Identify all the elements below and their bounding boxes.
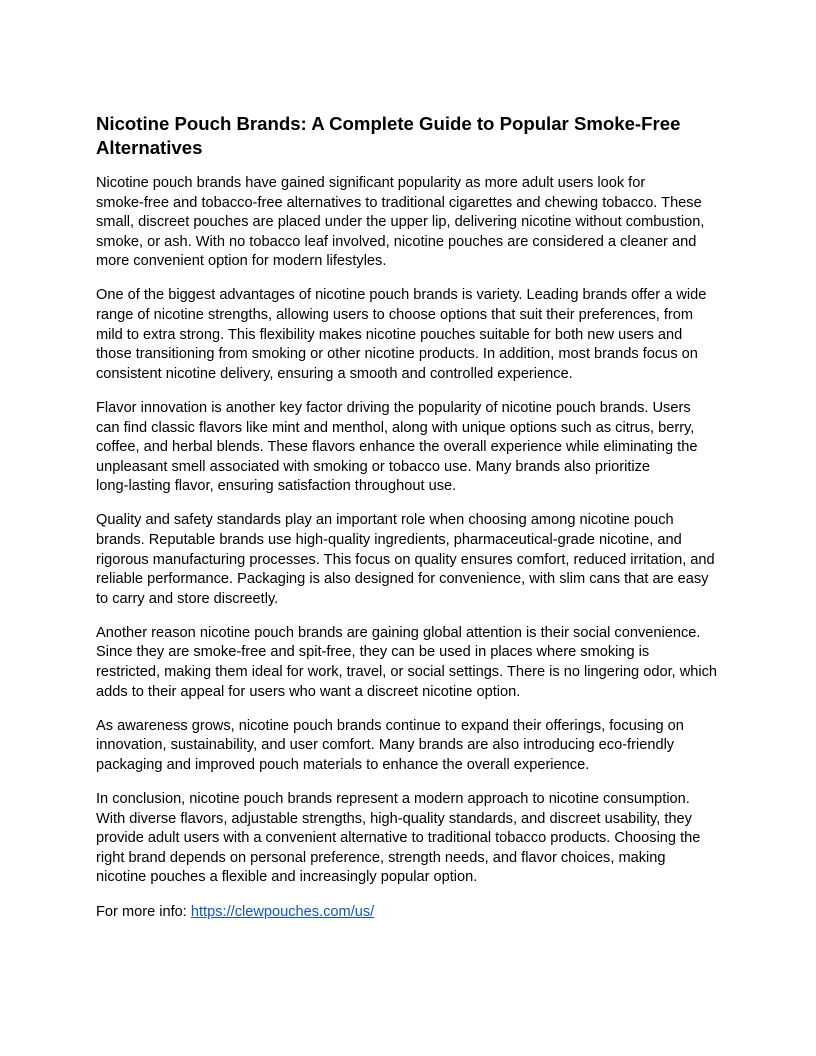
- paragraph-line: One of the biggest advantages of nicotine pouch brands is variety. Leading brands offer a wide: [96, 287, 707, 304]
- title-line: Alternatives: [96, 137, 203, 158]
- paragraph: [96, 790, 736, 888]
- paragraph-line: coffee, and herbal blends. These flavors enhance the overall experience while eliminating the: [96, 439, 698, 456]
- paragraph-line: smoke-free and tobacco-free alternatives to traditional cigarettes and chewing tobacco. These: [96, 194, 702, 211]
- paragraph-line: packaging and improved pouch materials to enhance the overall experience.: [96, 756, 590, 773]
- document-title: [96, 112, 736, 160]
- document-page: [96, 112, 736, 922]
- paragraph-line: to carry and store discreetly.: [96, 590, 279, 607]
- paragraph-line: nicotine pouches a flexible and increasingly popular option.: [96, 869, 478, 886]
- more-info-link[interactable]: https://clewpouches.com/us/: [190, 903, 375, 920]
- paragraph-line: Since they are smoke-free and spit-free, they can be used in places where smoking is: [96, 644, 650, 661]
- paragraph-line: long-lasting flavor, ensuring satisfaction throughout use.: [96, 478, 457, 495]
- paragraph-line: innovation, sustainability, and user comfort. Many brands are also introducing eco-friendly: [96, 737, 675, 754]
- paragraph-line: right brand depends on personal preference, strength needs, and flavor choices, making: [96, 849, 666, 866]
- paragraph-line: Another reason nicotine pouch brands are gaining global attention is their social convenience.: [96, 624, 701, 641]
- title-line: Nicotine Pouch Brands: A Complete Guide to Popular Smoke-Free: [96, 113, 681, 134]
- document-body: [96, 174, 736, 888]
- paragraph-line: can find classic flavors like mint and menthol, along with unique options such as citrus, berry,: [96, 419, 695, 436]
- paragraph-line: reliable performance. Packaging is also designed for convenience, with slim cans that are easy: [96, 571, 709, 588]
- paragraph: [96, 399, 736, 497]
- paragraph-line: In conclusion, nicotine pouch brands represent a modern approach to nicotine consumption.: [96, 791, 690, 808]
- paragraph-line: range of nicotine strengths, allowing users to choose options that suit their preferences, from: [96, 307, 694, 324]
- paragraph: [96, 717, 736, 776]
- paragraph: [96, 624, 736, 702]
- paragraph-line: As awareness grows, nicotine pouch brands continue to expand their offerings, focusing on: [96, 717, 684, 734]
- more-info-label: For more info:: [96, 903, 191, 920]
- paragraph-line: those transitioning from smoking or other nicotine products. In addition, most brands focus on: [96, 346, 698, 363]
- paragraph: [96, 511, 736, 609]
- paragraph-line: provide adult users with a convenient alternative to traditional tobacco products. Choosing the: [96, 830, 701, 847]
- paragraph-line: more convenient option for modern lifestyles.: [96, 253, 387, 270]
- paragraph-line: restricted, making them ideal for work, travel, or social settings. There is no lingering odor, which: [96, 664, 718, 681]
- paragraph-line: small, discreet pouches are placed under the upper lip, delivering nicotine without combustion,: [96, 214, 705, 231]
- paragraph-line: Nicotine pouch brands have gained significant popularity as more adult users look for: [96, 175, 646, 191]
- more-info-line: [96, 903, 736, 923]
- paragraph-line: unpleasant smell associated with smoking or tobacco use. Many brands also prioritize: [96, 458, 651, 475]
- paragraph-line: rigorous manufacturing processes. This focus on quality ensures comfort, reduced irritation, and: [96, 551, 715, 568]
- paragraph-line: Quality and safety standards play an important role when choosing among nicotine pouch: [96, 512, 674, 529]
- paragraph-line: smoke, or ash. With no tobacco leaf involved, nicotine pouches are considered a cleaner and: [96, 233, 697, 250]
- paragraph-line: adds to their appeal for users who want a discreet nicotine option.: [96, 683, 521, 700]
- paragraph: [96, 286, 736, 384]
- paragraph-line: brands. Reputable brands use high-quality ingredients, pharmaceutical-grade nicotine, and: [96, 532, 682, 548]
- paragraph: [96, 174, 736, 272]
- paragraph-line: consistent nicotine delivery, ensuring a smooth and controlled experience.: [96, 365, 573, 382]
- paragraph-line: mild to extra strong. This flexibility makes nicotine pouches suitable for both new users and: [96, 326, 683, 343]
- paragraph-line: Flavor innovation is another key factor driving the popularity of nicotine pouch brands. Users: [96, 399, 691, 416]
- paragraph-line: With diverse flavors, adjustable strengths, high-quality standards, and discreet usability, they: [96, 810, 692, 827]
